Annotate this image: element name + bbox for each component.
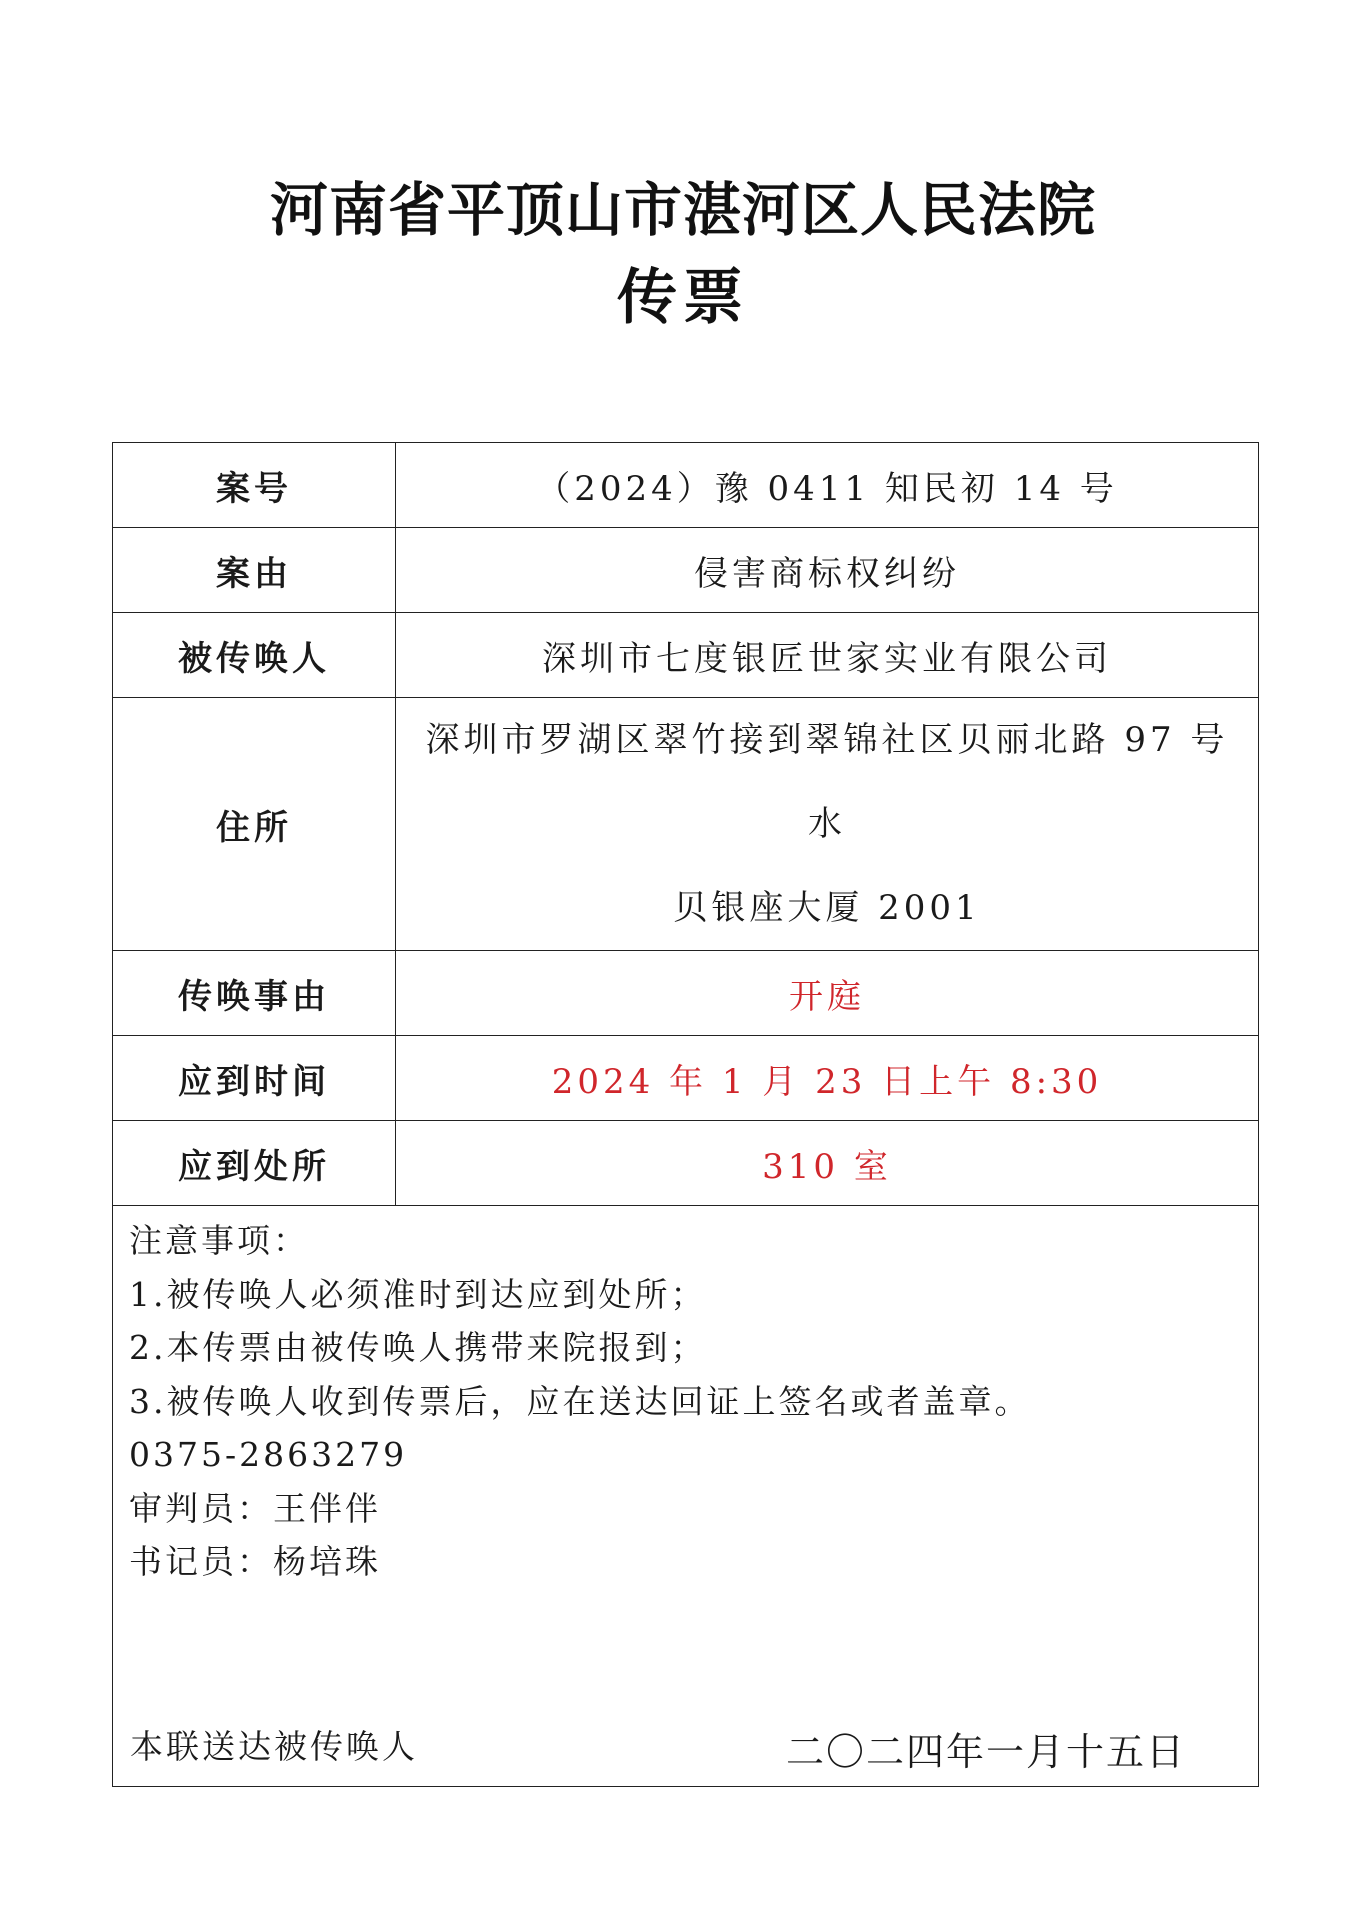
- case-cause-label: 案由: [113, 528, 396, 613]
- appearance-time-label: 应到时间: [113, 1036, 396, 1121]
- table-row-notes: [113, 1206, 1259, 1787]
- appearance-place-label: 应到处所: [113, 1121, 396, 1206]
- phone-number: 0375-2863279: [129, 1435, 408, 1474]
- footer-note: 本联送达被传唤人: [130, 1727, 418, 1766]
- issue-date: 二〇二四年一月十五日: [785, 1730, 1186, 1774]
- table-row-case-cause: [113, 528, 1259, 613]
- address-line-2: 贝银座大厦 2001: [673, 888, 981, 928]
- address-value: [396, 698, 1259, 951]
- clerk-name: 书记员：杨培珠: [129, 1542, 381, 1581]
- notes-item-1: 1.被传唤人必须准时到达应到处所；: [129, 1274, 707, 1314]
- appearance-place-value: 310 室: [396, 1121, 1259, 1206]
- table-row-address: [113, 698, 1259, 951]
- notes-item-3: 3.被传唤人收到传票后，应在送达回证上签名或者盖章。: [129, 1381, 1031, 1421]
- address-label: 住所: [113, 698, 396, 951]
- case-number-label: 案号: [113, 443, 396, 528]
- summons-reason-label: 传唤事由: [113, 951, 396, 1036]
- table-row-appearance-time: [113, 1036, 1259, 1121]
- summons-reason-value: 开庭: [396, 951, 1259, 1036]
- notes-item-2: 2.本传票由被传唤人携带来院报到；: [129, 1328, 707, 1367]
- notes-cell: [113, 1206, 1259, 1787]
- table-row-summoned-party: [113, 613, 1259, 698]
- table-row-summons-reason: [113, 951, 1259, 1036]
- summoned-party-label: 被传唤人: [113, 613, 396, 698]
- summoned-party-value: 深圳市七度银匠世家实业有限公司: [396, 613, 1259, 698]
- table-row-case-number: [113, 443, 1259, 528]
- case-number-value: （2024）豫 0411 知民初 14 号: [396, 443, 1259, 528]
- summons-table: [112, 442, 1259, 1787]
- court-name: 河南省平顶山市湛河区人民法院: [269, 176, 1096, 244]
- case-cause-value: 侵害商标权纠纷: [396, 528, 1259, 613]
- document-title: 传票: [617, 263, 749, 333]
- address-line-1: 深圳市罗湖区翠竹接到翠锦社区贝丽北路 97 号水: [425, 720, 1229, 844]
- judge-name: 审判员：王伴伴: [129, 1488, 381, 1528]
- table-row-appearance-place: [113, 1121, 1259, 1206]
- notes-list: [129, 1214, 1031, 1589]
- appearance-time-value: 2024 年 1 月 23 日上午 8:30: [396, 1036, 1259, 1121]
- notes-heading: 注意事项：: [129, 1221, 309, 1260]
